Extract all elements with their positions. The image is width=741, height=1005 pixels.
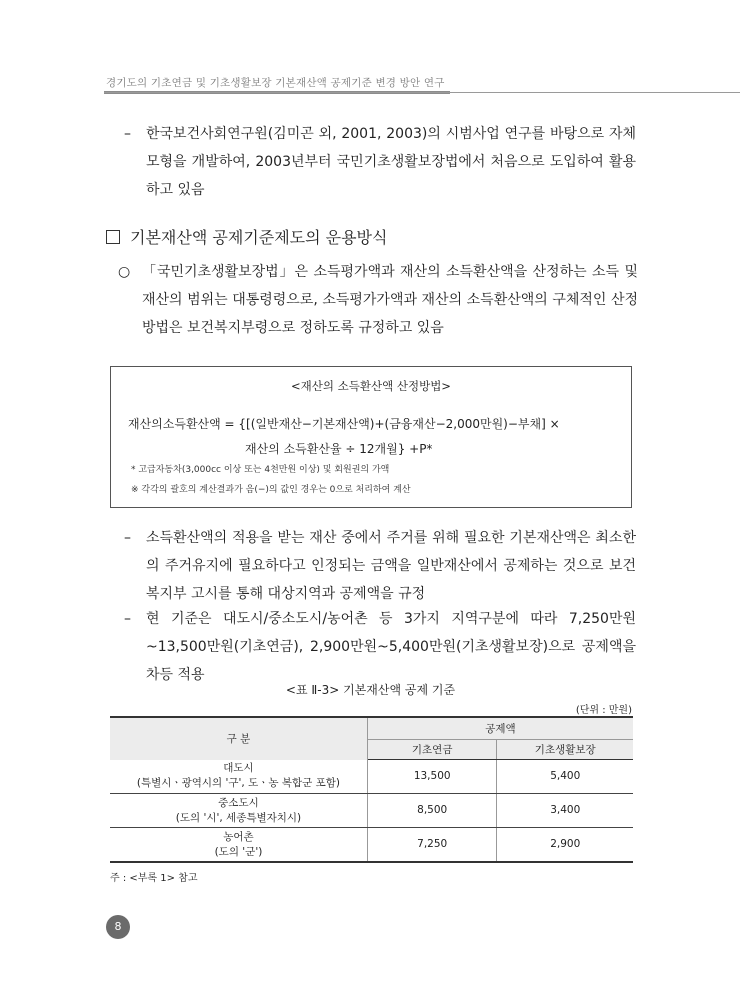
region-cell — [110, 828, 367, 863]
dash-marker: – — [124, 530, 131, 546]
dash-paragraph-3-text: 현 기준은 대도시/중소도시/농어촌 등 3가지 지역구분에 따라 7,250만원~13,500만원(기초연금), 2,900만원~5,400만원(기초생활보장)으로 공제액을 차등 적용 — [146, 611, 636, 683]
formula-box — [110, 366, 632, 508]
formula-note-2: ※ 각각의 괄호의 계산결과가 음(−)의 값인 경우는 0으로 처리하여 계산 — [131, 485, 411, 495]
table-row — [110, 760, 633, 794]
section-heading — [106, 226, 387, 250]
region-desc: (도의 '시', 세종특별자치시) — [175, 811, 302, 824]
region-name: 농어촌 — [223, 830, 254, 843]
formula-box-title: <재산의 소득환산액 산정방법> — [291, 379, 451, 393]
page-number-badge: 8 — [106, 915, 130, 939]
dash-paragraph-2-text: 소득환산액의 적용을 받는 재산 중에서 주거를 위해 필요한 기본재산액은 최소한의 주거유지에 필요하다고 인정되는 금액을 일반재산에서 공제하는 것으로 보건복지부 고시를 통해 대상지역과 공제액을 규정 — [146, 530, 636, 602]
dash-paragraph-3 — [124, 605, 636, 689]
header-category: 구 분 — [110, 717, 367, 760]
livelihood-value: 5,400 — [497, 760, 633, 794]
pension-value: 13,500 — [367, 760, 497, 794]
square-bullet-icon — [106, 230, 120, 244]
header-rule — [104, 92, 740, 93]
region-cell — [110, 760, 367, 794]
formula-note-1: * 고급자동차(3,000cc 이상 또는 4천만원 이상) 및 회원권의 가액 — [131, 465, 390, 475]
region-desc: (특별시ㆍ광역시의 '구', 도ㆍ농 복합군 포함) — [136, 777, 340, 790]
livelihood-value: 2,900 — [497, 828, 633, 863]
circle-item-paragraph — [118, 258, 638, 342]
livelihood-value: 3,400 — [497, 794, 633, 828]
pension-value: 8,500 — [367, 794, 497, 828]
pension-value: 7,250 — [367, 828, 497, 863]
header-basic-livelihood: 기초생활보장 — [497, 740, 633, 760]
deduction-table — [110, 716, 633, 863]
dash-marker: – — [124, 611, 131, 627]
intro-dash-paragraph — [124, 120, 636, 204]
region-cell — [110, 794, 367, 828]
intro-dash-text: 한국보건사회연구원(김미곤 외, 2001, 2003)의 시범사업 연구를 바탕으로 자체 모형을 개발하여, 2003년부터 국민기초생활보장법에서 처음으로 도입하여 활용하고 있음 — [146, 126, 636, 198]
region-name: 대도시 — [223, 762, 254, 775]
table-row — [110, 828, 633, 863]
region-desc: (도의 '군') — [214, 845, 263, 858]
table-row — [110, 794, 633, 828]
running-header: 경기도의 기초연금 및 기초생활보장 기본재산액 공제기준 변경 방안 연구 — [106, 77, 445, 89]
header-basic-pension: 기초연금 — [367, 740, 497, 760]
circle-bullet-icon: ○ — [118, 264, 131, 280]
section-heading-text: 기본재산액 공제기준제도의 운용방식 — [130, 228, 388, 247]
circle-item-text: 「국민기초생활보장법」은 소득평가액과 재산의 소득환산액을 산정하는 소득 및 재산의 범위는 대통령령으로, 소득평가가액과 재산의 소득환산액의 구체적인 산정방법은 보건복지부령으로 정하도록 규정하고 있음 — [142, 264, 638, 336]
dash-marker: – — [124, 126, 131, 142]
table-unit: (단위 : 만원) — [575, 705, 632, 716]
header-deduction-group: 공제액 — [367, 717, 633, 740]
table-note: 주 : <부록 1> 참고 — [110, 873, 198, 884]
formula-line-2: 재산의 소득환산율 ÷ 12개월} +P* — [245, 442, 433, 456]
table-caption: <표 Ⅱ-3> 기본재산액 공제 기준 — [285, 683, 456, 697]
formula-line-1: 재산의소득환산액 = {[(일반재산−기본재산액)+(금융재산−2,000만원)−부채] × — [128, 417, 560, 431]
region-name: 중소도시 — [218, 796, 259, 809]
dash-paragraph-2 — [124, 524, 636, 608]
